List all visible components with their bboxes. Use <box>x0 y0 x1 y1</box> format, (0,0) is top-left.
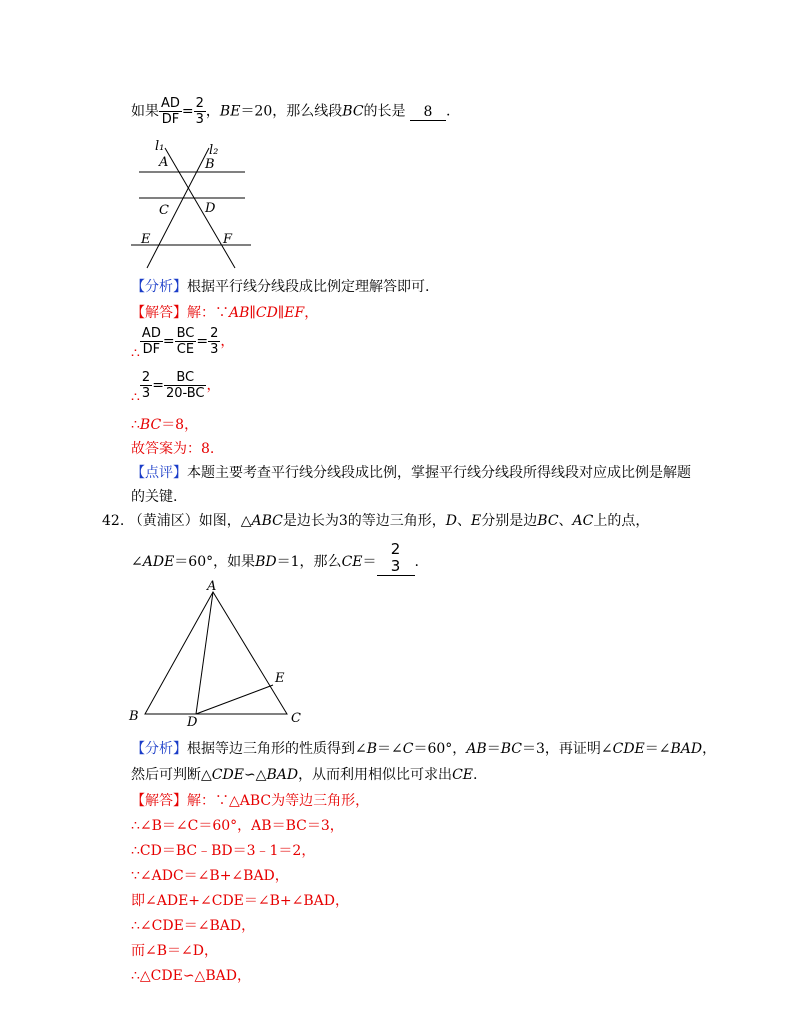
q41-solution-line <box>131 302 318 322</box>
q41-label-a: A <box>159 155 169 170</box>
frac-den: 3 <box>195 112 204 127</box>
q42-label-a: A <box>207 579 217 594</box>
result-val: ＝8， <box>161 417 199 433</box>
analysis-var: C <box>402 741 414 757</box>
result-var: BC <box>139 417 162 433</box>
q42-period: . <box>414 554 419 570</box>
frac-num: 2 <box>141 370 151 385</box>
analysis-text: ＝60°， <box>413 741 467 757</box>
q42-answer-blank <box>377 541 415 576</box>
eq2-frac-a <box>140 370 152 401</box>
q41-frac-eq: = <box>181 103 194 120</box>
q42-analysis-line2 <box>131 764 477 784</box>
q42-solution-line-6: 而∠B＝∠D， <box>131 943 218 959</box>
solution-tag: 【解答】 <box>131 793 187 809</box>
q41-period: . <box>445 103 451 120</box>
q42-stem-line2 <box>131 540 419 576</box>
comment-tag: 【点评】 <box>131 465 187 481</box>
solution-condition: AB∥CD∥EF <box>229 305 305 321</box>
analysis-text: ＝∠ <box>644 741 671 757</box>
frac-num: BC <box>164 370 207 386</box>
q41-answer-blank: 8 <box>410 104 446 121</box>
analysis-text: ∽△ <box>243 767 267 783</box>
solution-intro: 解：∵ <box>187 305 229 321</box>
frac-den: 20-BC <box>165 386 205 401</box>
q41-be-val: ＝20，那么线段 <box>240 103 343 120</box>
q41-label-l2: l₂ <box>209 143 219 158</box>
q42-ce: CE <box>341 554 363 570</box>
analysis-text: . <box>473 767 478 783</box>
q41-comment-line1 <box>131 462 691 482</box>
analysis-var: CE <box>452 767 473 783</box>
q41-label-d: D <box>205 201 216 216</box>
q42-sep: 、 <box>457 513 472 529</box>
q41-final-answer: 故答案为：8. <box>131 441 215 457</box>
q42-ade: ADE <box>142 554 175 570</box>
q42-solution-line-0 <box>131 790 369 810</box>
q42-solution-line-4: 即∠ADE+∠CDE＝∠B+∠BAD， <box>131 893 350 909</box>
analysis-var: B <box>366 741 378 757</box>
q42-label-b: B <box>129 709 139 724</box>
analysis-text: ＝3，再证明∠ <box>521 741 613 757</box>
analysis-var: BAD <box>670 741 703 757</box>
q41-eq2: ∴ $\frac{2}{3}$ = $\frac{BC}{20-BC}$ ， <box>131 370 221 406</box>
q41-result <box>131 414 198 434</box>
q42-stem1: 是边长为3的等边三角形， <box>282 513 446 529</box>
q42-solution-line-2: ∴CD＝BC﹣BD＝3﹣1＝2， <box>131 843 316 859</box>
analysis-tag: 【分析】 <box>131 741 187 757</box>
eq2-frac-b <box>164 370 207 401</box>
q41-analysis <box>131 276 429 296</box>
q41-label-b: B <box>205 157 215 172</box>
q41-frac-2-3 <box>194 96 206 127</box>
q42-bc: BC <box>537 513 559 529</box>
q42-solution-line-5: ∴∠CDE＝∠BAD， <box>131 918 256 934</box>
q41-frac-ad-df <box>159 96 182 127</box>
q42-stem3: 上的点， <box>593 513 650 529</box>
analysis-text: ＝∠ <box>377 741 403 757</box>
solution-text: 解：∵△ABC为等边三角形， <box>187 793 370 809</box>
comment-text: 本题主要考查平行线分线段成比例，掌握平行线分线段所得线段对应成比例是解题 <box>187 465 691 481</box>
analysis-var: CDE <box>211 767 244 783</box>
q42-segment-de <box>196 685 273 714</box>
question-number: 42. <box>102 513 125 529</box>
analysis-text: 根据平行线分线段成比例定理解答即可. <box>187 279 430 295</box>
q41-stem-line <box>131 96 450 127</box>
frac-den: 3 <box>141 386 151 401</box>
analysis-text: 根据等边三角形的性质得到∠ <box>187 741 367 757</box>
q42-label-d: D <box>187 715 198 730</box>
eq1-frac-b <box>175 326 197 357</box>
q42-triangle-abc <box>145 592 287 714</box>
analysis-tag: 【分析】 <box>131 279 187 295</box>
q41-eq1: ∴ $\frac{AD}{DF}$ = $\frac{BC}{CE}$ = $\frac{2}{3}$ ， <box>131 326 235 362</box>
analysis-text: 然后可判断△ <box>131 767 212 783</box>
q41-comma: ， <box>205 103 220 120</box>
q42-e: E <box>471 513 482 529</box>
q42-answer-frac <box>389 541 403 575</box>
analysis-text: ，从而利用相似比可求出 <box>298 767 453 783</box>
analysis-text: ＝ <box>486 741 501 757</box>
q41-label-f: F <box>223 232 233 247</box>
q41-figure <box>125 140 260 280</box>
q42-solution-line-7: ∴△CDE∽△BAD， <box>131 968 251 984</box>
frac-num: AD <box>161 96 180 111</box>
q42-stem-line1 <box>102 510 649 530</box>
q41-stem-end: 的长是 <box>363 103 406 120</box>
q42-angle-val: ＝60°，如果 <box>174 554 256 570</box>
q41-label-l1: l₁ <box>155 140 165 154</box>
q42-abc: ABC <box>251 513 283 529</box>
solution-tag: 【解答】 <box>131 305 187 321</box>
eq1-frac-c <box>208 326 220 357</box>
q42-d: D <box>445 513 458 529</box>
frac-den: DF <box>161 112 180 127</box>
eq1-comma: ， <box>220 333 235 350</box>
therefore-symbol: ∴ <box>131 345 140 362</box>
frac-den: 3 <box>210 342 219 357</box>
frac-num: 2 <box>195 96 204 111</box>
q42-label-e: E <box>275 671 285 686</box>
q42-sep2: 、 <box>558 513 573 529</box>
analysis-var: BAD <box>266 767 299 783</box>
frac-den: DF <box>142 342 161 357</box>
q42-stem2: 分别是边 <box>481 513 538 529</box>
frac-num: 2 <box>210 326 219 341</box>
frac-den: 3 <box>390 557 401 575</box>
therefore-symbol: ∴ <box>131 389 140 406</box>
q42-solution-line-1: ∴∠B＝∠C＝60°，AB＝BC＝3， <box>131 818 344 834</box>
q42-figure <box>125 578 315 730</box>
q42-bd: BD <box>255 554 277 570</box>
q41-comment-line2: 的关键. <box>131 489 178 505</box>
frac-num: 2 <box>390 540 401 558</box>
analysis-var: BC <box>500 741 522 757</box>
analysis-var: AB <box>466 741 487 757</box>
solution-comma: ， <box>304 305 319 321</box>
q42-solution-line-3: ∵∠ADC＝∠B+∠BAD， <box>131 868 289 884</box>
q41-bc-var: BC <box>342 103 364 120</box>
q42-ac: AC <box>572 513 594 529</box>
angle-symbol: ∠ <box>131 554 143 570</box>
q42-source: （黄浦区）如图，△ <box>128 513 252 529</box>
q42-analysis-line1 <box>131 738 716 758</box>
q42-label-c: C <box>291 711 301 726</box>
analysis-text: ， <box>702 741 717 757</box>
eq1-frac-a <box>140 326 163 357</box>
q41-label-c: C <box>159 203 169 218</box>
frac-num: BC <box>176 326 195 341</box>
q41-stem-pre: 如果 <box>131 103 159 120</box>
q41-label-e: E <box>141 232 151 247</box>
frac-den: CE <box>176 342 195 357</box>
therefore-symbol: ∴ <box>131 417 140 433</box>
q41-be-var: BE <box>219 103 241 120</box>
eq2-comma: ， <box>206 377 221 394</box>
q42-eq: ＝ <box>362 554 377 570</box>
q42-bd-val: ＝1，那么 <box>276 554 342 570</box>
frac-num: AD <box>141 326 161 341</box>
q42-segment-ad <box>196 592 213 714</box>
analysis-var: CDE <box>612 741 645 757</box>
